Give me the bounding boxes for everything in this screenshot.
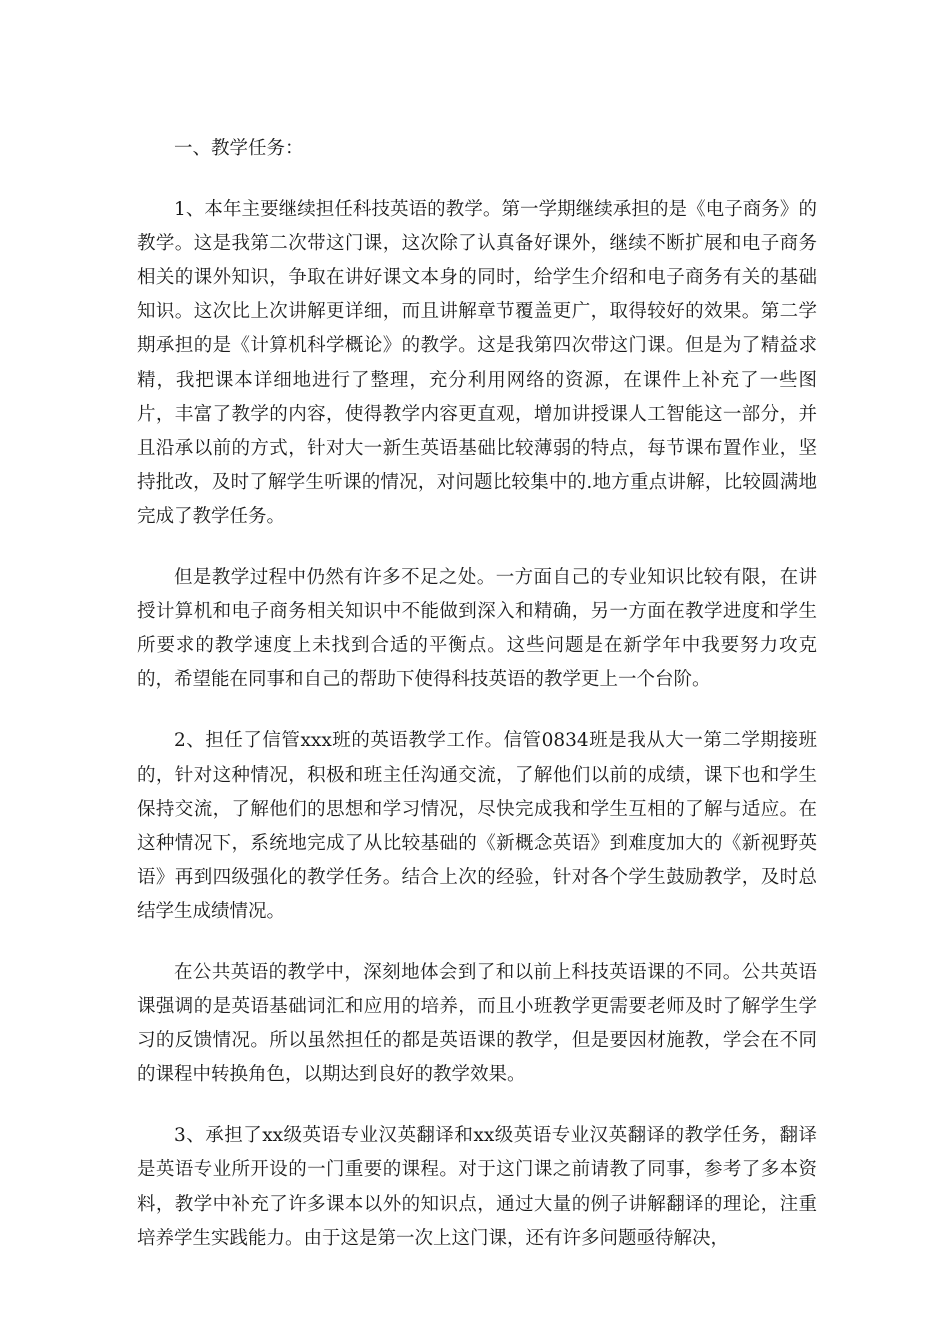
paragraph-3: 2、担任了信管xxx班的英语教学工作。信管0834班是我从大一第二学期接班的，针对这种情况，积极和班主任沟通交流，了解他们以前的成绩，课下也和学生保持交流，了解他们的思想和学习情况，尽快完成我和学生互相的了解与适应。在这种情况下，系统地完成了从比较基础的《新概念英语》到难度加大的《新视野英语》再到四级强化的教学任务。结合上次的经验，针对各个学生鼓励教学，及时总结学生成绩情况。 bbox=[137, 730, 817, 922]
paragraph-2: 但是教学过程中仍然有许多不足之处。一方面自己的专业知识比较有限，在讲授计算机和电子商务相关知识中不能做到深入和精确，另一方面在教学进度和学生所要求的教学速度上未找到合适的平衡点。这些问题是在新学年中我要努力攻克的，希望能在同事和自己的帮助下使得科技英语的教学更上一个台阶。 bbox=[137, 567, 817, 691]
paragraph-4: 在公共英语的教学中，深刻地体会到了和以前上科技英语课的不同。公共英语课强调的是英语基础词汇和应用的培养，而且小班教学更需要老师及时了解学生学习的反馈情况。所以虽然担任的都是英语课的教学，但是要因材施教，学会在不同的课程中转换角色，以期达到良好的教学效果。 bbox=[137, 961, 817, 1086]
document-body bbox=[137, 132, 817, 1256]
paragraph-1: 1、本年主要继续担任科技英语的教学。第一学期继续承担的是《电子商务》的教学。这是我第二次带这门课，这次除了认真备好课外，继续不断扩展和电子商务相关的课外知识，争取在讲好课文本身的同时，给学生介绍和电子商务有关的基础知识。这次比上次讲解更详细，而且讲解章节覆盖更广，取得较好的效果。第二学期承担的是《计算机科学概论》的教学。这是我第四次带这门课。但是为了精益求精，我把课本详细地进行了整理，充分利用网络的资源，在课件上补充了一些图片，丰富了教学的内容，使得教学内容更直观，增加讲授课人工智能这一部分，并且沿承以前的方式，针对大一新生英语基础比较薄弱的特点，每节课布置作业，坚持批改，及时了解学生听课的情况，对问题比较集中的.地方重点讲解，比较圆满地完成了教学任务。 bbox=[137, 199, 817, 527]
paragraph-5: 3、承担了xx级英语专业汉英翻译和xx级英语专业汉英翻译的教学任务，翻译是英语专业所开设的一门重要的课程。对于这门课之前请教了同事，参考了多本资料，教学中补充了许多课本以外的知识点，通过大量的例子讲解翻译的理论，注重培养学生实践能力。由于这是第一次上这门课，还有许多问题亟待解决， bbox=[137, 1125, 817, 1249]
section-heading: 一、教学任务： bbox=[174, 138, 304, 159]
